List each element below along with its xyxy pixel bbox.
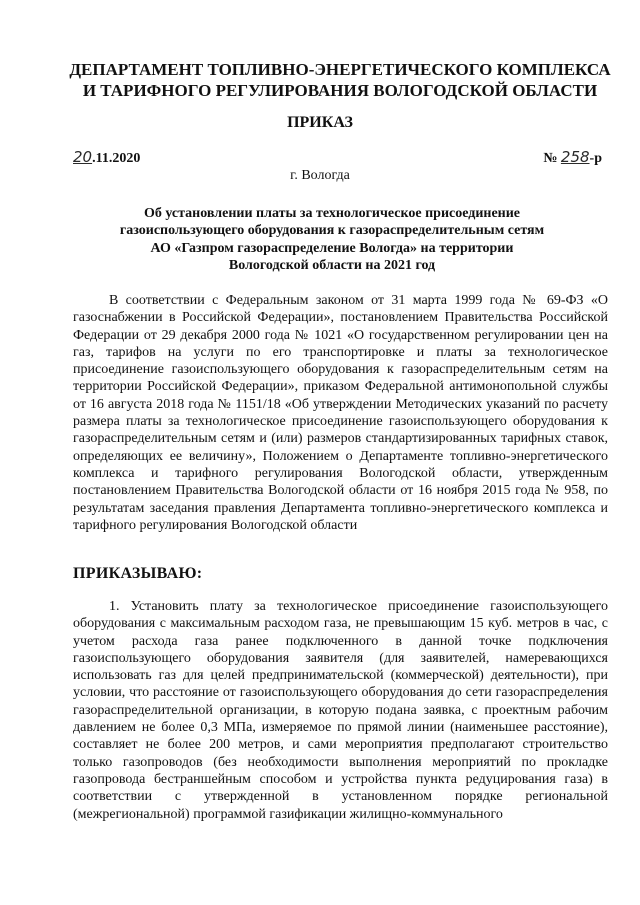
decree-word: ПРИКАЗЫВАЮ:: [73, 565, 203, 582]
order-title: ПРИКАЗ: [287, 114, 353, 131]
header-line-2: И ТАРИФНОГО РЕГУЛИРОВАНИЯ ВОЛОГОДСКОЙ ОБЛАСТИ: [82, 81, 598, 100]
handwritten-day: 20: [73, 148, 93, 166]
preamble-paragraph: В соответствии с Федеральным законом от 31 марта 1999 года № 69-ФЗ «О газоснабжении в Российской Федерации», постановлением Правительства Российской Федерации от 29 декабря 2000 года № 1021 «О государственном регулировании цен на газ, тарифов на услуги по его транспортировке и платы за технологическое присоединение газоиспользующего оборудования к газораспределительным сетям на территории Российской Федерации», приказом Федеральной антимонопольной службы от 16 августа 2018 года № 1151/18 «Об утверждении Методических указаний по расчету размера платы за технологическое присоединение газоиспользующего оборудования к газораспределительным сетям и (или) размеров стандартизированных тарифных ставок, определяющих ее величину», Положением о Департаменте топливно-энергетического комплекса и тарифного регулирования Вологодской области, утвержденным постановлением Правительства Вологодской области от 16 ноября 2015 года № 958, по результатам заседания правления Департамента топливно-энергетического комплекса и тарифного регулирования Вологодской области: [73, 293, 608, 533]
handwritten-number: 258: [560, 148, 590, 166]
item-1-paragraph: 1. Установить плату за технологическое присоединение газоиспользующего оборудования с максимальным расходом газа, не превышающим 15 куб. метров в час, с учетом расхода газа ранее подключенного в данной точке подключения газоиспользующего оборудования заявителя (для заявителей, намеревающихся использовать газ для целей предпринимательской (коммерческой) деятельности), при условии, что расстояние от газоиспользующего оборудования до сети газораспределения газораспределительной организации, в которую подана заявка, с проектным рабочим давлением не более 0,3 МПа, измеряемое по прямой линии (наименьшее расстояние), составляет не более 200 метров, и сами мероприятия предполагают строительство только газопроводов (без необходимости выполнения мероприятий по прокладке газопровода бестраншейным способом и устройства пункта редуцирования газа) в соответствии с утвержденной в установленном порядке региональной (межрегиональной) программой газификации жилищно-коммунального: [73, 599, 608, 822]
date-rest: .11.2020: [92, 151, 141, 166]
header-line-1: ДЕПАРТАМЕНТ ТОПЛИВНО-ЭНЕРГЕТИЧЕСКОГО КОМПЛЕКСА: [69, 60, 611, 79]
number-suffix: -р: [589, 151, 602, 166]
city: г. Вологда: [290, 168, 350, 183]
order-subject: Об установлении платы за технологическое присоединение газоиспользующего оборудования к газораспределительным сетям АО «Газпром газораспределение Вологда» на территории Вологодской области на 2021 год: [119, 206, 545, 273]
number-sign: №: [543, 151, 558, 166]
order-date: [73, 148, 140, 167]
order-number: [543, 148, 602, 167]
department-header: [60, 59, 620, 101]
